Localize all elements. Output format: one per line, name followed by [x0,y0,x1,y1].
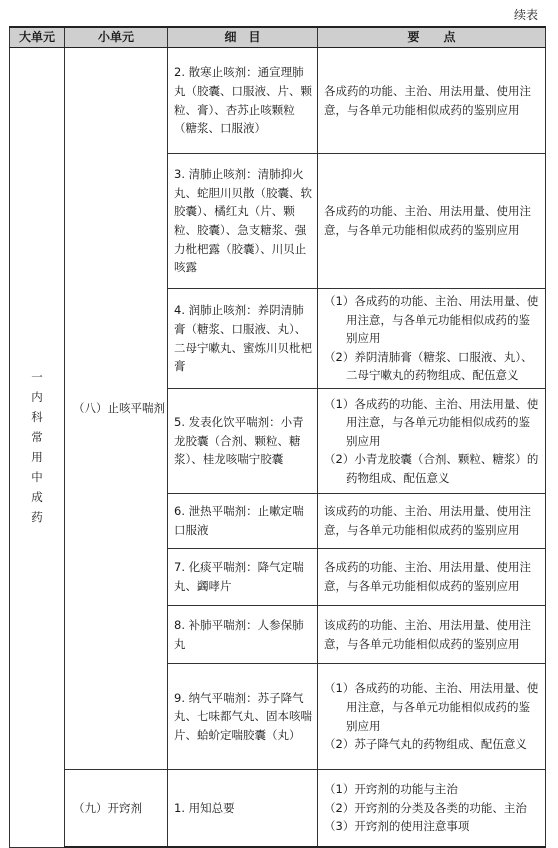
points-cell [318,289,546,389]
points-cell [318,48,546,154]
points-cell [318,606,546,664]
subunit-cell [65,48,168,770]
continued-label: 续表 [513,8,538,22]
header-row [10,27,546,48]
point-item: （1）各成药的功能、主治、用法用量、使用注意，与各单元功能相似成药的鉴别应用 [324,294,539,346]
detail-cell: 8. 补肺平喘剂：人参保肺丸 [168,606,318,664]
point-item: （1）各成药的功能、主治、用法用量、使用注意，与各单元功能相似成药的鉴别应用 [324,396,539,448]
point-item: （2）养阴清肺膏（糖浆、口服液、丸）、二母宁嗽丸的药物组成、配伍意义 [324,349,533,383]
detail-cell: 1. 用知总要 [168,770,318,848]
point-item: （2）开窍剂的分类及各类的功能、主治 [324,800,527,815]
point-item: （1）开窍剂的功能与主治 [324,782,458,797]
subunit-cell [65,770,168,848]
points-cell [318,549,546,606]
header-subunit: 小单元 [65,27,168,48]
point-text: 各成药的功能、主治、用法用量、使用注意，与各单元功能相似成药的鉴别应用 [324,560,531,593]
points-cell [318,770,546,848]
point-item: （2）小青龙胶囊（合剂、颗粒、糖浆）的药物组成、配伍意义 [324,452,539,485]
point-item: （1）各成药的功能、主治、用法用量、使用注意，与各单元功能相似成药的鉴别应用 [324,681,539,733]
subunit-label: （九）开窍剂 [73,800,142,815]
detail-cell: 4. 润肺止咳剂：养阴清肺膏（糖浆、口服液、丸）、二母宁嗽丸、蜜炼川贝枇杷膏 [168,289,318,389]
point-item: （2）苏子降气丸的药物组成、配伍意义 [324,737,527,752]
unit-cell [10,48,65,848]
points-cell [318,389,546,494]
detail-cell: 3. 清肺止咳剂：清肺抑火丸、蛇胆川贝散（胶囊、软胶囊）、橘红丸（片、颗粒、胶囊）、急支糖浆、强力枇杷露（胶囊）、川贝止咳露 [168,154,318,289]
point-text: 各成药的功能、主治、用法用量、使用注意，与各单元功能相似成药的鉴别应用 [324,204,531,237]
point-item: （3）开窍剂的使用注意事项 [324,819,470,834]
detail-cell: 2. 散寒止咳剂：通宣理肺丸（胶囊、口服液、片、颗粒、膏）、杏苏止咳颗粒（糖浆、口服液） [168,48,318,154]
points-cell [318,494,546,549]
subunit-label: （八）止咳平喘剂 [73,401,165,416]
point-text: 各成药的功能、主治、用法用量、使用注意，与各单元功能相似成药的鉴别应用 [324,83,531,117]
point-text: 该成药的功能、主治、用法用量、使用注意，与各单元功能相似成药的鉴别应用 [324,504,531,537]
detail-cell: 7. 化痰平喘剂：降气定喘丸、蠲哮片 [168,549,318,606]
unit-label: 一 内科常用中成药 [31,370,43,525]
syllabus-table [9,26,546,848]
detail-cell: 6. 泄热平喘剂：止嗽定喘口服液 [168,494,318,549]
point-text: 该成药的功能、主治、用法用量、使用注意，与各单元功能相似成药的鉴别应用 [324,617,531,651]
detail-cell: 5. 发表化饮平喘剂：小青龙胶囊（合剂、颗粒、糖浆）、桂龙咳喘宁胶囊 [168,389,318,494]
header-points: 要 点 [318,27,546,48]
points-cell [318,664,546,770]
header-detail: 细 目 [168,27,318,48]
table-row [10,770,546,848]
detail-cell: 9. 纳气平喘剂：苏子降气丸、七味都气丸、固本咳喘片、蛤蚧定喘胶囊（丸） [168,664,318,770]
table-row [10,48,546,154]
points-cell [318,154,546,289]
header-unit: 大单元 [10,27,65,48]
